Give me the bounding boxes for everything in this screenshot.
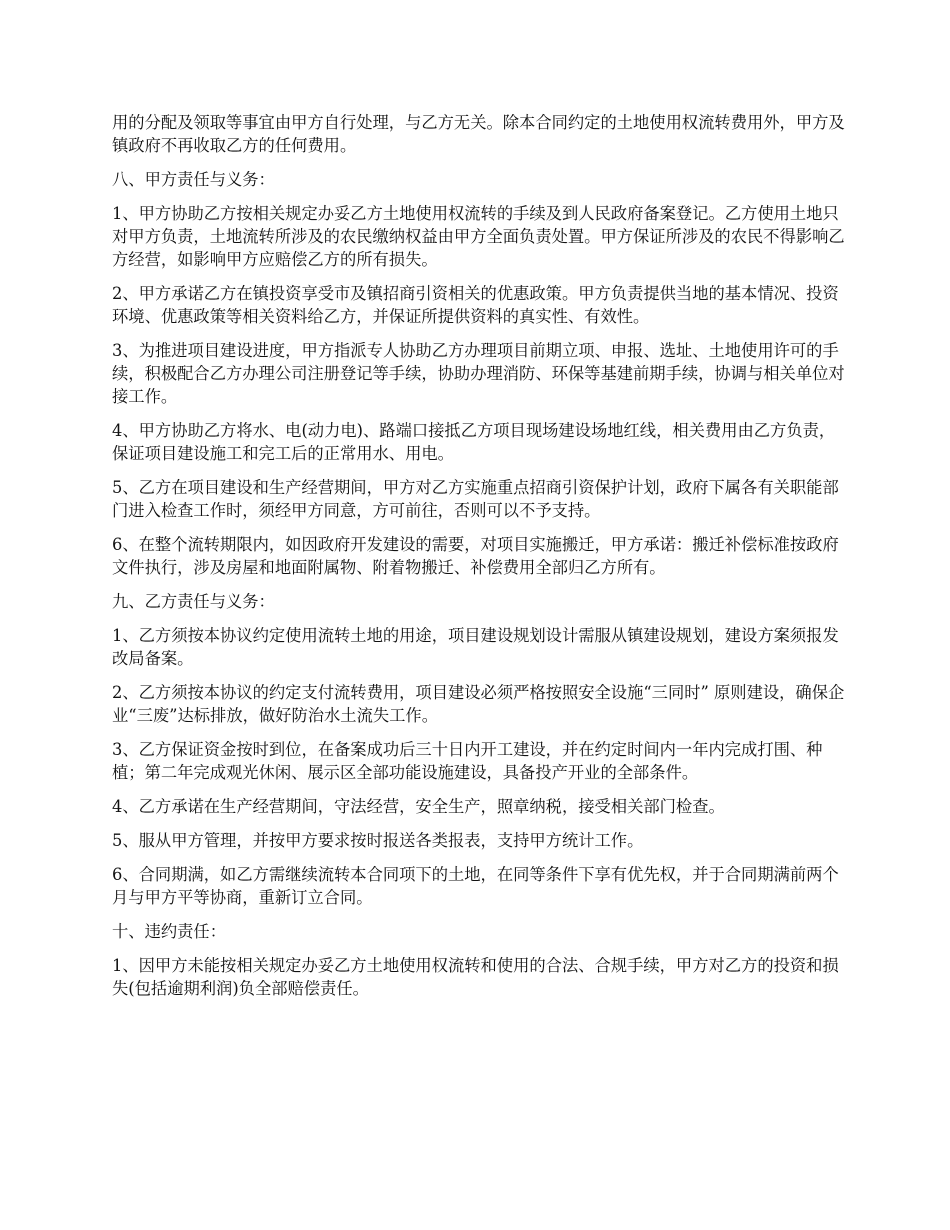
clause-10-1: 1、因甲方未能按相关规定办妥乙方土地使用权流转和使用的合法、合规手续，甲方对乙方的投资和损失(包括逾期利润)负全部赔偿责任。: [112, 956, 839, 998]
clause-9-1: 1、乙方须按本协议约定使用流转土地的用途，项目建设规划设计需服从镇建设规划，建设方案须报发改局备案。: [112, 626, 839, 668]
section-heading-8: 八、甲方责任与义务：: [112, 170, 275, 189]
clause-8-2: 2、甲方承诺乙方在镇投资享受市及镇招商引资相关的优惠政策。甲方负责提供当地的基本情况、投资环境、优惠政策等相关资料给乙方，并保证所提供资料的真实性、有效性。: [112, 284, 839, 326]
clause-8-4: 4、甲方协助乙方将水、电(动力电)、路端口接抵乙方项目现场建设场地红线，相关费用由乙方负责，保证项目建设施工和完工后的正常用水、用电。: [112, 421, 836, 463]
document-page: [112, 111, 850, 1011]
clause-8-5: 5、乙方在项目建设和生产经营期间，甲方对乙方实施重点招商引资保护计划，政府下属各有关职能部门进入检查工作时，须经甲方同意，方可前往，否则可以不予支持。: [112, 478, 839, 520]
clause-9-5: 5、服从甲方管理，并按甲方要求按时报送各类报表，支持甲方统计工作。: [112, 831, 644, 850]
clause-8-1: 1、甲方协助乙方按相关规定办妥乙方土地使用权流转的手续及到人民政府备案登记。乙方使用土地只对甲方负责，土地流转所涉及的农民缴纳权益由甲方全面负责处置。甲方保证所涉及的农民不得影响乙方经营，如影响甲方应赔偿乙方的所有损失。: [112, 204, 845, 269]
clause-9-3: 3、乙方保证资金按时到位，在备案成功后三十日内开工建设，并在约定时间内一年内完成打围、种植；第二年完成观光休闲、展示区全部功能设施建设，具备投产开业的全部条件。: [112, 740, 823, 782]
section-heading-9: 九、乙方责任与义务：: [112, 592, 275, 611]
section-heading-10: 十、违约责任：: [112, 922, 226, 941]
clause-9-6: 6、合同期满，如乙方需继续流转本合同项下的土地，在同等条件下享有优先权，并于合同期满前两个月与甲方平等协商，重新订立合同。: [112, 865, 839, 907]
clause-9-2: 2、乙方须按本协议的约定支付流转费用，项目建设必须严格按照安全设施“三同时” 原则建设，确保企业“三废”达标排放，做好防治水土流失工作。: [112, 683, 845, 725]
paragraph-continuation: 用的分配及领取等事宜由甲方自行处理，与乙方无关。除本合同约定的土地使用权流转费用外，甲方及镇政府不再收取乙方的任何费用。: [112, 113, 845, 155]
clause-8-3: 3、为推进项目建设进度，甲方指派专人协助乙方办理项目前期立项、申报、选址、土地使用许可的手续，积极配合乙方办理公司注册登记等手续，协助办理消防、环保等基建前期手续，协调与相关单位对接工作。: [112, 341, 845, 406]
clause-9-4: 4、乙方承诺在生产经营期间，守法经营，安全生产，照章纳税，接受相关部门检查。: [112, 797, 725, 816]
clause-8-6: 6、在整个流转期限内，如因政府开发建设的需要，对项目实施搬迁，甲方承诺：搬迁补偿标准按政府文件执行，涉及房屋和地面附属物、附着物搬迁、补偿费用全部归乙方所有。: [112, 535, 839, 577]
